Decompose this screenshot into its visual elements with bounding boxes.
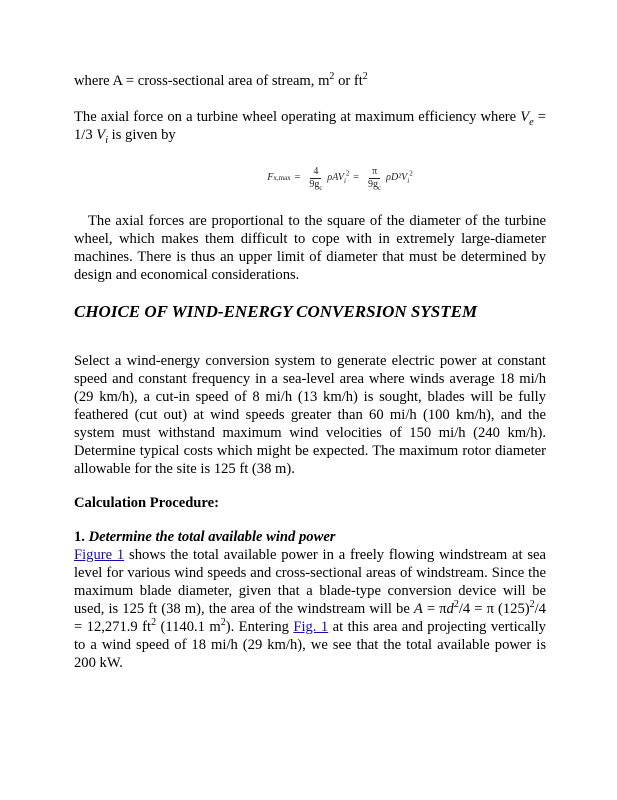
term-1-sup: 2 (345, 169, 350, 178)
sup-a: 2 (453, 599, 459, 611)
problem-statement-paragraph: Select a wind-energy conversion system to generate electric power at constant speed and constant frequency in a sea-level area where winds average 18 mi/h (29 km/h), a cut-in speed of 8 mi/h (13 km/h) is sought, blades will be fully feathered (cut out) at wind speeds greater than 60 mi/h (100 km/h), and the system must withstand maximum wind velocities of 150 mi/h (240 km/h). Determine typical costs which might be expected. The maximum rotor diameter allowable for the site is 125 ft (38 m). (74, 353, 546, 477)
fig-1-link[interactable]: Fig. 1 (293, 619, 329, 635)
fraction-1-den-text: 9g (309, 178, 320, 190)
step-1-text-c: /4 = π (125) (458, 601, 530, 617)
sup-d: 2 (220, 617, 226, 629)
term-2-text: ρD²V (386, 172, 408, 183)
step-1-title-text: Determine the total available wind power (88, 529, 336, 545)
fraction-2-den-sub: c (378, 183, 382, 192)
area-text: where A = cross-sectional area of stream, m (74, 73, 330, 89)
fraction-1-numerator: 4 (310, 166, 321, 179)
var-v: V (520, 109, 530, 125)
document-page (74, 72, 546, 672)
axial-force-formula: F x,max = $\frac{4}{9g_c}$ ρAV$_i^2$ = $\frac{\pi}{9g_c}$ $\rho D^2V_i^2$ (267, 165, 413, 192)
calculation-procedure-label: Calculation Procedure: (74, 495, 219, 511)
var-v-i: V (96, 127, 106, 143)
term-1-text: ρAV (327, 172, 344, 183)
intro-text-eq: = 1/3 (74, 109, 546, 143)
fraction-1-denominator (306, 179, 325, 191)
formula-fraction-2 (365, 166, 384, 191)
step-1-text-b: = π (422, 601, 447, 617)
formula-term-1 (327, 169, 349, 187)
axial-force-intro (74, 108, 546, 144)
term-2-sub: i (407, 177, 410, 185)
figure-1-link[interactable]: Figure 1 (74, 547, 125, 563)
intro-text-end: is given by (108, 127, 176, 143)
step-1-text-a: shows the total available power in a freely flowing windstream at sea level for various wind speeds and cross-sectional areas of windstream. Since the maximum blade diameter, given that a blade-type conversion device will be used, is 125 ft (38 m), the area of the windstream will be (74, 547, 546, 617)
section-heading: CHOICE OF WIND-ENERGY CONVERSION SYSTEM (74, 302, 478, 321)
fraction-2-den-text: 9g (368, 178, 379, 190)
formula-equals-2: = (353, 172, 360, 183)
var-i-subscript: i (105, 134, 108, 146)
step-1-text-f: ). Entering (225, 619, 294, 635)
area-superscript: 2 (329, 71, 335, 83)
step-1-text-g: at this area and projecting vertically to a wind speed of 18 mi/h (29 km/h), we see that the total available power is 200 kW. (74, 619, 546, 671)
step-1-number: 1. (74, 529, 85, 545)
step-1-text-d: /4 = 12,271.9 ft (74, 601, 546, 635)
sup-b: 2 (529, 599, 535, 611)
step-1-title (74, 528, 546, 546)
area-text-or: or ft (334, 73, 363, 89)
fraction-1-den-sub: c (319, 183, 323, 192)
var-d: d (446, 601, 454, 617)
area-definition-line (74, 72, 546, 90)
formula-equals: = (294, 172, 301, 183)
step-1-text-e: (1140.1 m (156, 619, 221, 635)
term-1-sub: i (343, 177, 346, 185)
var-e-subscript: e (529, 116, 534, 128)
step-1-paragraph (74, 546, 546, 672)
fraction-2-numerator: π (369, 166, 380, 179)
fraction-2-denominator (365, 179, 384, 191)
term-2-sup: 2 (409, 169, 413, 178)
intro-text: The axial force on a turbine wheel operating at maximum efficiency where (74, 109, 521, 125)
formula-term-2 (386, 169, 413, 187)
var-a: A (413, 601, 423, 617)
formula-fraction-1 (306, 166, 325, 191)
axial-forces-paragraph: The axial forces are proportional to the square of the diameter of the turbine wheel, which makes them difficult to cope with in extremely large-diameter machines. There is thus an upper limit of diameter that must be determined by design and economical considerations. (74, 213, 546, 283)
formula-lhs: F (267, 172, 274, 183)
area-superscript-ft: 2 (362, 71, 368, 83)
sup-c: 2 (151, 617, 157, 629)
